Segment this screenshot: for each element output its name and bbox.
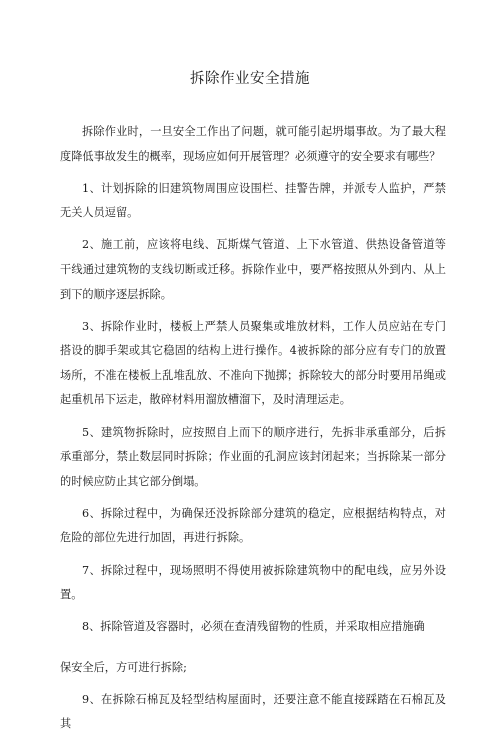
paragraph-item-8-continued: 保安全后，方可进行拆除; <box>60 660 187 674</box>
paragraph-item-9: 9、在拆除石棉瓦及轻型结构屋面时，还要注意不能直接踩踏在石棉瓦及其 <box>60 692 446 731</box>
paragraph-item-3-4: 3、拆除作业时，楼板上严禁人员聚集或堆放材料，工作人员应站在专门搭设的脚手架或其它稳固的结构上进行操作。4被拆除的部分应有专门的放置场所，不准在楼板上乱堆乱放、不准向下抛掷；拆除较大的部分时要用吊绳或起重机吊下运走，散碎材料用溜放槽溜下，及时清理运走。 <box>60 319 446 407</box>
paragraph-intro: 拆除作业时，一旦安全工作出了问题，就可能引起坍塌事故。为了最大程度降低事故发生的概率，现场应如何开展管理？必须遵守的安全要求有哪些？ <box>60 125 446 163</box>
paragraph-item-6: 6、拆除过程中，为确保还没拆除部分建筑的稳定，应根据结构特点，对危险的部位先进行加固，再进行拆除。 <box>60 506 446 545</box>
paragraph-item-1: 1、计划拆除的旧建筑物周围应设围栏、挂警告牌，并派专人监护，严禁无关人员逗留。 <box>60 181 446 220</box>
document-body <box>60 120 446 745</box>
paragraph-item-8: 8、拆除管道及容器时，必须在查清残留物的性质，并采取相应措施确 <box>82 620 425 634</box>
paragraph-item-5: 5、建筑物拆除时，应按照自上而下的顺序进行，先拆非承重部分，后拆承重部分，禁止数层同时拆除；作业面的孔洞应该封闭起来；当拆除某一部分的时候应防止其它部分倒塌。 <box>60 425 446 488</box>
paragraph-item-7: 7、拆除过程中，现场照明不得使用被拆除建筑物中的配电线，应另外设置。 <box>60 563 446 602</box>
document-title: 拆除作业安全措施 <box>190 71 310 87</box>
paragraph-item-2: 2、施工前，应该将电线、瓦斯煤气管道、上下水管道、供热设备管道等干线通过建筑物的支线切断或迁移。拆除作业中，要严格按照从外到内、从上到下的顺序逐层拆除。 <box>60 238 446 301</box>
